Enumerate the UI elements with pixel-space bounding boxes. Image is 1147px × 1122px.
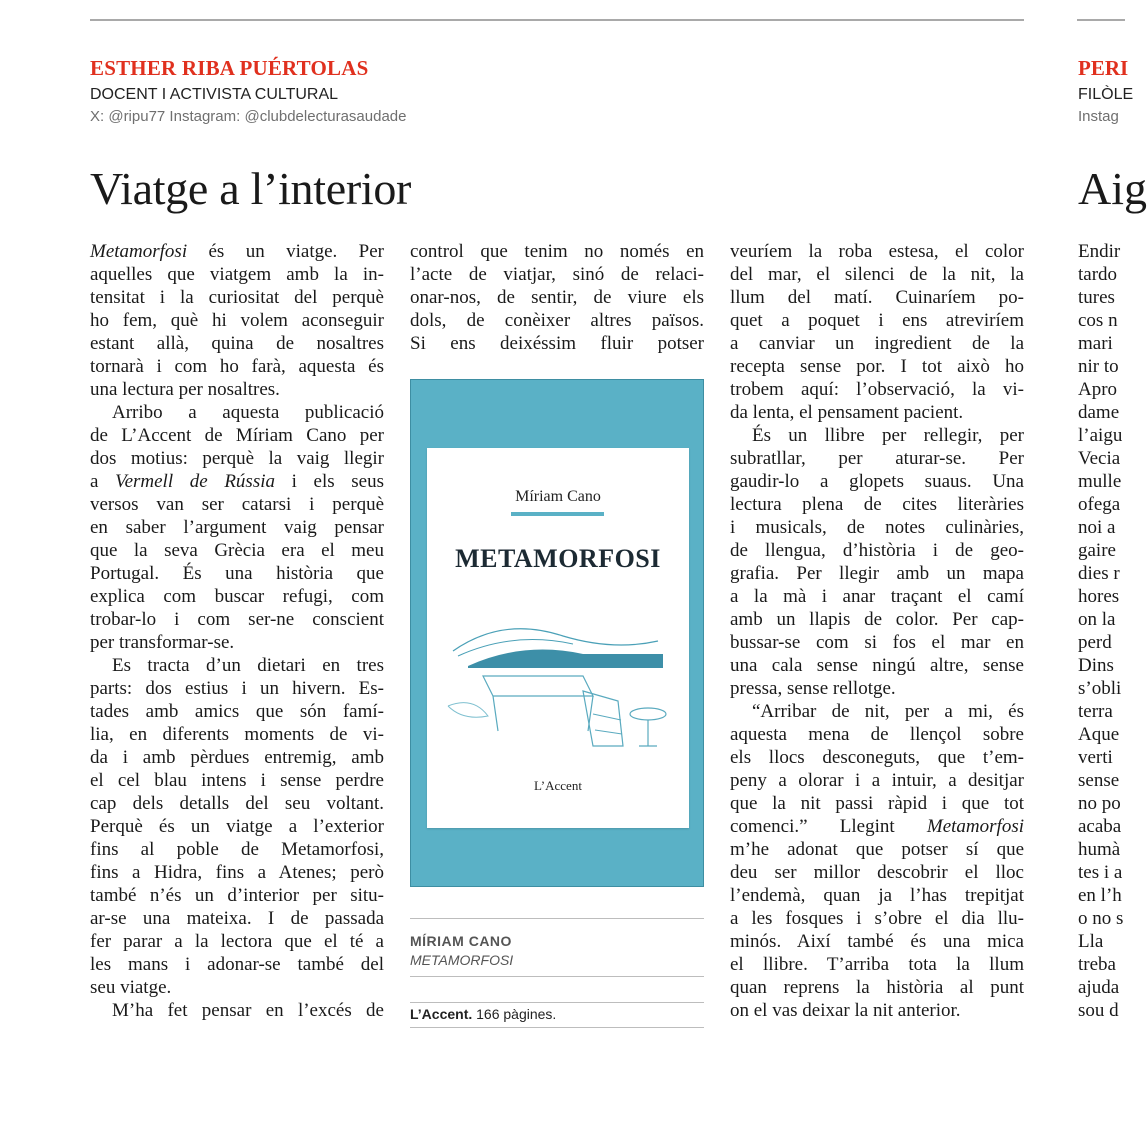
text-line: explica com buscar refugi, com (90, 586, 384, 607)
text-line: el cel blau intens i sense perdre (90, 770, 384, 791)
text-line: tornarà i com ho farà, aquesta és (90, 356, 384, 377)
text-line: veuríem la roba estesa, el color (730, 241, 1024, 262)
text-line: verti (1078, 747, 1113, 768)
text-line: a Vermell de Rússia i els seus (90, 471, 385, 492)
cover-title: METAMORFOSI (455, 544, 661, 573)
text-line: amb un llapis de color. Per cap- (730, 609, 1024, 630)
text-line: subratllar, per aturar-se. Per (730, 448, 1024, 469)
text-line: parts: dos estius i un hivern. Es- (90, 678, 384, 699)
text-line: s’obli (1078, 678, 1122, 699)
text-line: una cala sense ningú altre, sense (730, 655, 1024, 676)
text-line: fins al poble de Metamorfosi, (90, 839, 384, 860)
text-line: hores (1078, 586, 1120, 607)
text-line: cap dels detalls del seu voltant. (90, 793, 384, 814)
article-column-1 (90, 240, 384, 1022)
text-line: també n’és un d’interior per situ- (90, 885, 384, 906)
text-line: aquesta mena de llençol sobre (730, 724, 1024, 745)
text-line: fer parar a la lectora que el té a (90, 931, 384, 952)
text-line: dies r (1078, 563, 1120, 584)
text-line: l’endemà, quan ja l’has trepitjat (730, 885, 1024, 906)
text-line: deu ser millor descobrir el lloc (730, 862, 1024, 883)
text-line: on el vas deixar la nit anterior. (730, 1000, 961, 1021)
text-line: treba (1078, 954, 1116, 975)
text-line: tensitat i la curiositat del perquè (90, 287, 384, 308)
text-line: gaire (1078, 540, 1116, 561)
text-line: o no s (1078, 908, 1124, 929)
text-line: tades amb amics que són famí- (90, 701, 384, 722)
text-line: trobar-lo i com ser-ne conscient (90, 609, 384, 630)
text-line: tes i a (1078, 862, 1123, 883)
author-role: DOCENT I ACTIVISTA CULTURAL (90, 86, 339, 103)
text-line: “Arribar de nit, per a mi, és (752, 701, 1024, 722)
text-line: minós. Així també és una mica (730, 931, 1024, 952)
text-line: l’acte de viatjar, sinó de relaci- (410, 264, 704, 285)
text-line: que la nit passi ràpid i que tot (730, 793, 1024, 814)
caption-book-title: METAMORFOSI (410, 952, 514, 968)
caption-divider (410, 1027, 704, 1028)
book-title-italic: Metamorfosi (926, 816, 1024, 837)
text-line: lia, en diferents moments de vi- (90, 724, 384, 745)
text-line: M’ha fet pensar en l’excés de (112, 1000, 384, 1021)
text-line: onar-nos, de sentir, de viure els (410, 287, 704, 308)
next-author-name: PERI (1078, 56, 1129, 80)
article-column-3 (730, 240, 1024, 1022)
author-social: X: @ripu77 Instagram: @clubdelecturasaudade (90, 108, 407, 125)
text-line: a la mà i anar traçant el camí (730, 586, 1024, 607)
text-line: en saber l’argument vaig pensar (90, 517, 384, 538)
top-rule-next (1077, 19, 1125, 21)
author-name: ESTHER RIBA PUÉRTOLAS (90, 56, 369, 80)
caption-divider (410, 918, 704, 919)
text-line: de L’Accent de Míriam Cano per (90, 425, 384, 446)
text-line: lectura plena de cites literàries (730, 494, 1024, 515)
text-line: sou d (1078, 1000, 1119, 1021)
next-author-role: FILÒLE (1078, 86, 1134, 103)
text-line: dols, de conèixer altres països. (410, 310, 704, 331)
text-line: ofega (1078, 494, 1121, 515)
book-cover-image (410, 379, 704, 887)
caption-publisher-info (410, 1006, 704, 1022)
text-line: cos n (1078, 310, 1118, 331)
text-line: Arribo a aquesta publicació (112, 402, 384, 423)
text-line: humà (1078, 839, 1121, 860)
caption-author: MÍRIAM CANO (410, 933, 512, 949)
text-line: Perquè és un viatge a l’exterior (90, 816, 384, 837)
text-line: ho fem, què hi volem aconseguir (90, 310, 384, 331)
text-line: de llengua, d’història i de geo- (730, 540, 1024, 561)
text-line: llum del matí. Cuinaríem po- (730, 287, 1024, 308)
next-article-title: Aig (1078, 163, 1147, 214)
text-line: a les fosques i s’obre el dia llu- (730, 908, 1024, 929)
text-line: quan reprens la història al punt (730, 977, 1024, 998)
next-article-column (1078, 240, 1138, 1022)
text-line: el llibre. T’arriba tota la llum (730, 954, 1024, 975)
text-line: a canviar un ingredient de la (730, 333, 1024, 354)
text-line: terra (1078, 701, 1113, 722)
text-line: peny a olorar i a intuir, a desitjar (730, 770, 1024, 791)
text-line: acaba (1078, 816, 1122, 837)
text-line: noi a (1078, 517, 1116, 538)
text-line: m’he adonat que potser sí que (730, 839, 1024, 860)
text-line: Portugal. És una història que (90, 563, 384, 584)
article-title: Viatge a l’interior (90, 163, 412, 214)
text-line: seu viatge. (90, 977, 172, 998)
next-author-social: Instag (1078, 108, 1119, 125)
text-line: tardo (1078, 264, 1118, 285)
text-line: per transformar-se. (90, 632, 235, 653)
text-line: pressa, sense rellotge. (730, 678, 896, 699)
text-line: nir to (1078, 356, 1119, 377)
book-title-italic: Vermell de Rússia (115, 471, 275, 492)
text-line: on la (1078, 609, 1116, 630)
text-line: Lla (1078, 931, 1104, 952)
text-line: comenci.” Llegint Metamorfosi (730, 816, 1024, 837)
text-line: estant allà, quina de nosaltres (90, 333, 384, 354)
text-line: mulle (1078, 471, 1122, 492)
text-line: aquelles que viatgem amb la in- (90, 264, 384, 285)
top-rule (90, 19, 1024, 21)
caption-divider (410, 1002, 704, 1003)
text-line: És un llibre per rellegir, per (752, 425, 1024, 446)
article-column-2 (410, 240, 704, 355)
text-line: perd (1078, 632, 1112, 653)
text-line: gaudir-lo a glopets suaus. Una (730, 471, 1024, 492)
text-line: versos van ser catarsi i perquè (90, 494, 384, 515)
text-line: els llocs desconeguts, que t’em- (730, 747, 1024, 768)
text-line: no po (1078, 793, 1121, 814)
text-line: quet a poquet i ens atreviríem (730, 310, 1024, 331)
text-line: Metamorfosi és un viatge. Per (90, 241, 384, 262)
text-line: i musicals, de notes culinàries, (730, 517, 1024, 538)
text-line: trobem aquí: l’observació, la vi- (730, 379, 1024, 400)
book-title-italic: Metamorfosi (90, 241, 188, 262)
text-line: fins a Hidra, fins a Atenes; però (90, 862, 384, 883)
text-line: tures (1078, 287, 1115, 308)
cover-publisher: L’Accent (534, 778, 582, 793)
text-line: les mans i adonar-se també del (90, 954, 384, 975)
text-line: Aque (1078, 724, 1120, 745)
text-line: da lenta, el pensament pacient. (730, 402, 964, 423)
caption-divider (410, 976, 704, 977)
text-line: grafia. Per llegir amb un mapa (730, 563, 1024, 584)
text-line: Es tracta d’un dietari en tres (112, 655, 384, 676)
text-line: recepta sense por. I tot això ho (730, 356, 1024, 377)
text-line: dame (1078, 402, 1120, 423)
book-cover (427, 448, 689, 828)
cover-illustration (443, 596, 673, 756)
cover-author: Míriam Cano (515, 488, 601, 505)
text-line: Apro (1078, 379, 1118, 400)
text-line: sense (1078, 770, 1120, 791)
text-line: l’aigu (1078, 425, 1123, 446)
text-line: del mar, el silenci de la nit, la (730, 264, 1024, 285)
text-line: bussar-se com si fos el mar en (730, 632, 1024, 653)
caption-publisher: L’Accent. (410, 1006, 473, 1022)
text-line: Dins (1078, 655, 1114, 676)
text-line: Vecia (1078, 448, 1121, 469)
text-line: ar-se una mateixa. I de passada (90, 908, 384, 929)
text-line: que la seva Grècia era el meu (90, 540, 384, 561)
text-line: en l’h (1078, 885, 1122, 906)
text-line: control que tenim no només en (410, 241, 704, 262)
text-line: Si ens deixéssim fluir potser (410, 333, 704, 354)
cover-accent-bar (511, 512, 604, 516)
text-line: dos motius: perquè la vaig llegir (90, 448, 384, 469)
text-line: da i amb pèrdues entremig, amb (90, 747, 384, 768)
text-line: Endir (1078, 241, 1121, 262)
text-line: ajuda (1078, 977, 1120, 998)
caption-pages: 166 pàgines. (472, 1006, 557, 1022)
text-line: mari (1078, 333, 1113, 354)
text-line: una lectura per nosaltres. (90, 379, 280, 400)
